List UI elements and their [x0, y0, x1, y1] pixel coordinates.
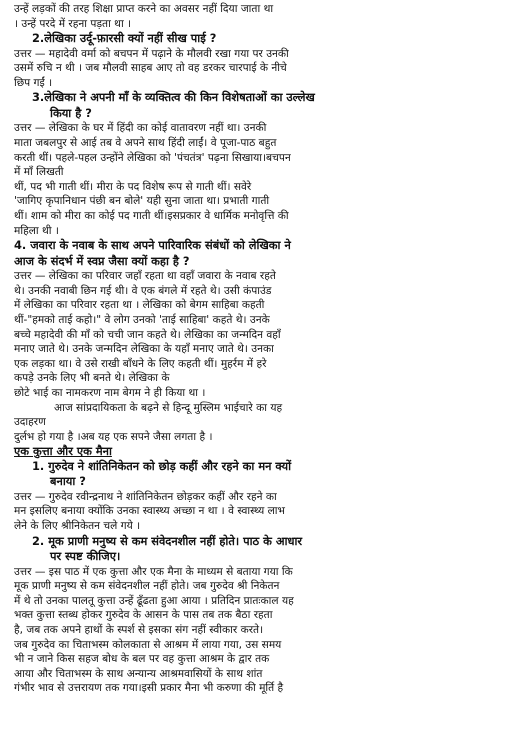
text-line: उत्तर — लेखिका के घर में हिंदी का कोई वातावरण नहीं था। उनकी [14, 122, 267, 135]
text-line: उन्हें लड़कों की तरह शिक्षा प्राप्त करने का अवसर नहीं दिया जाता था [14, 3, 274, 15]
text-line: आज सांप्रदायिकता के बढ़ने से हिन्दू मुस्लिम भाईचारे का यह [54, 401, 283, 414]
text-line: में माँ लिखती [14, 166, 64, 179]
text-line: थीं, पद भी गाती थीं। मीरा के पद विशेष रूप से गाती थीं। सवेरे [14, 180, 252, 193]
text-line: छिप गईं । [14, 76, 53, 89]
text-line: करती थीं। पहले-पहल उन्होंने लेखिका को 'पंचतंत्र' पढ़ना सिखाया।बचपन [14, 151, 291, 164]
text-line: कपड़े उनके लिए भी बनते थे। लेखिका के [14, 372, 170, 385]
question-line: किया है ? [50, 105, 92, 120]
text-line: थे। उनकी नवाबी छिन गई थी। वे एक बंगले में रहते थे। उसी कंपाउंड [14, 284, 272, 297]
text-line: थीं। शाम को मीरा का कोई पद गाती थीं।इसप्रकार वे धार्मिक मनोवृत्ति की [14, 210, 289, 223]
text-line: महिला थी । [14, 224, 59, 237]
text-line: उदाहरण [14, 416, 46, 429]
text-line: एक लड़का था। वे उसे राखी बाँधने के लिए कहती थीं। मुहर्रम में हरे [14, 357, 267, 370]
text-line: मन इसलिए बनाया क्योंकि उनका स्वास्थ्य अच्छा न था । वे स्वास्थ्य लाभ [14, 505, 285, 518]
text-line: गंभीर भाव से उत्तरायण तक गया।इसी प्रकार मैना भी करुणा की मूर्ति है [14, 682, 284, 695]
text-line: छोटे भाई का नामकरण नाम बेगम ने ही किया था । [14, 386, 206, 399]
question-line: 2.लेखिका उर्दू-फ़ारसी क्यों नहीं सीख पाई ? [32, 31, 217, 46]
text-line: भी न जाने किस सहज बोध के बल पर वह कुत्ता आश्रम के द्वार तक [14, 653, 270, 666]
text-line: उत्तर — गुरुदेव रवीन्द्रनाथ ने शांतिनिकेतन छोड़कर कहीं और रहने का [14, 490, 277, 503]
question-line: 2. मूक प्राणी मनुष्य से कम संवेदनशील नहीं होते। पाठ के आधार [32, 533, 303, 548]
text-line: है, जब तक अपने हाथों के स्पर्श से इसका संग नहीं स्वीकार करते। [14, 624, 264, 636]
text-line: बच्चे महादेवी की माँ को चची जान कहते थे। लेखिका का जन्मदिन वहाँ [14, 328, 281, 341]
text-line: भक्त कुत्ता स्तब्ध होकर गुरुदेव के आसन के पास तब तक बैठा रहता [14, 609, 273, 622]
question-line: 3.लेखिका ने अपनी माँ के व्यक्तित्व की किन विशेषताओं का उल्लेख [32, 90, 315, 105]
text-line: मूक प्राणी मनुष्य से कम संवेदनशील नहीं होते। जब गुरुदेव श्री निकेतन [14, 580, 280, 593]
text-line: उत्तर — लेखिका का परिवार जहाँ रहता था वहाँ जवारा के नवाब रहते [14, 270, 276, 283]
section-heading: एक कुत्ता और एक मैना [14, 444, 112, 459]
text-line: में लेखिका का परिवार रहता था । लेखिका को बेगम साहिबा कहती [14, 299, 265, 312]
text-line: उत्तर — महादेवी वर्मा को बचपन में पढ़ाने के मौलवी रखा गया पर उनकी [14, 47, 289, 60]
text-line: उसमें रुचि न थी । जब मौलवी साहब आए तो वह डरकर चारपाई के नीचे [14, 62, 287, 75]
question-line: पर स्पष्ट कीजिए। [50, 549, 121, 564]
text-line: दुर्लभ हो गया है ।अब यह एक सपने जैसा लगता है । [14, 430, 213, 443]
text-line: आया और चिताभस्म के साथ अन्यान्य आश्रमवासियों के साथ शांत [14, 667, 263, 680]
text-line: 'जागिए कृपानिधान पंछी बन बोले' यही सुना जाता था। प्रभाती गाती [14, 195, 270, 208]
text-line: । उन्हें परदे में रहना पड़ता था । [14, 17, 132, 30]
text-line: में थे तो उनका पालतू कुत्ता उन्हें ढूँढता हुआ आया । प्रतिदिन प्रातःकाल यह [14, 594, 294, 607]
text-line: उत्तर — इस पाठ में एक कुत्ता और एक मैना के माध्यम से बताया गया कि [14, 565, 293, 578]
text-line: मनाए जाते थे। उनके जन्मदिन लेखिका के यहाँ मनाए जाते थे। उनका [14, 343, 274, 356]
text-line: लेने के लिए श्रीनिकेतन चले गये । [14, 520, 141, 533]
question-line: 1. गुरुदेव ने शांतिनिकेतन को छोड़ कहीं और रहने का मन क्यों [32, 458, 292, 473]
question-line: 4. जवारा के नवाब के साथ अपने पारिवारिक संबंधों को लेखिका ने [14, 238, 291, 253]
text-line: थीं-"हमको ताई कहो।" वे लोग उनको 'ताई साहिबा' कहते थे। उनके [14, 314, 270, 326]
text-line: माता जबलपुर से आई तब वे अपने साथ हिंदी लाईं। वे पूजा-पाठ बहुत [14, 137, 277, 150]
text-line: जब गुरुदेव का चिताभस्म कोलकाता से आश्रम में लाया गया, उस समय [14, 638, 282, 651]
question-line: आज के संदर्भ में स्वप्न जैसा क्यों कहा है ? [14, 253, 190, 268]
question-line: बनाया ? [50, 474, 86, 489]
